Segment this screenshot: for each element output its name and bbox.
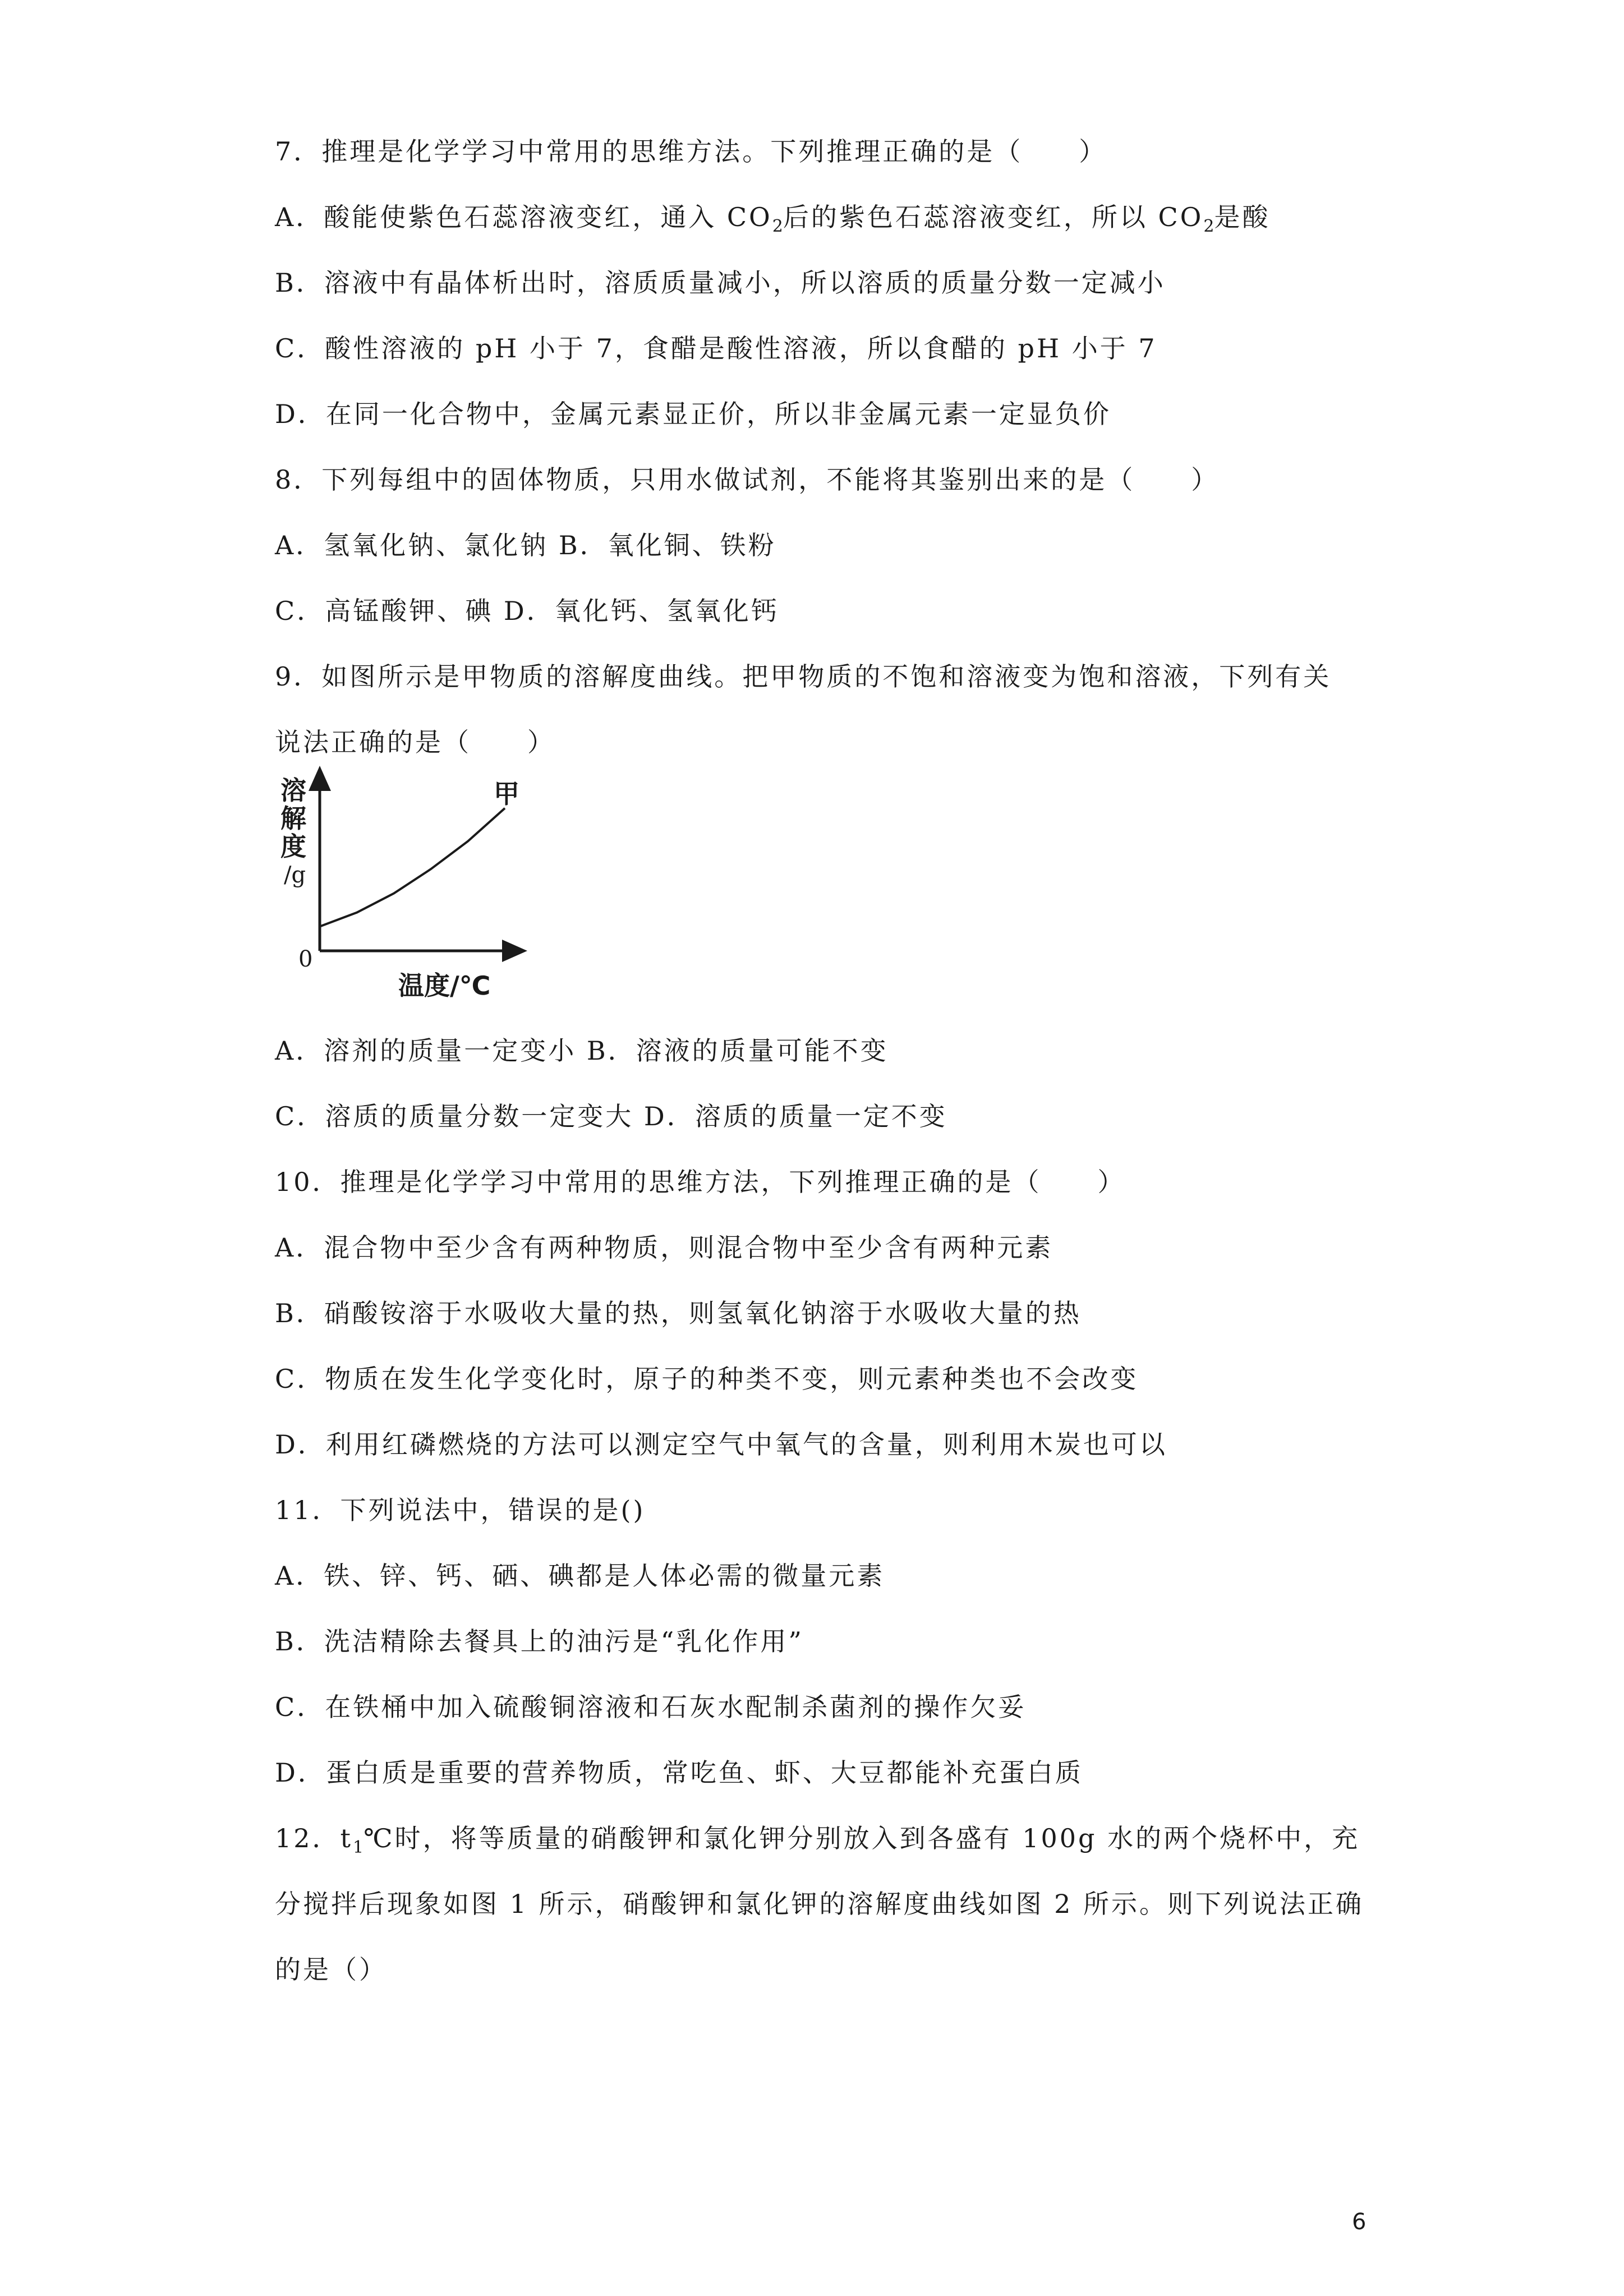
q12-number: 12．	[275, 1823, 341, 1853]
y-label-unit: /g	[284, 862, 306, 888]
q11-option-d: D．蛋白质是重要的营养物质，常吃鱼、虾、大豆都能补充蛋白质	[275, 1757, 1083, 1788]
q10-option-d: D．利用红磷燃烧的方法可以测定空气中氧气的含量，则利用木炭也可以	[275, 1429, 1167, 1460]
q7-number: 7．	[275, 136, 322, 167]
q7-option-a-sub1: 2	[772, 217, 783, 236]
q11-stem-text: 下列说法中，错误的是()	[340, 1495, 646, 1525]
q7-option-a-part2: 后的紫色石蕊溶液变红，所以 CO	[783, 202, 1204, 232]
q11-option-c: C．在铁桶中加入硫酸铜溶液和石灰水配制杀菌剂的操作欠妥	[275, 1692, 1027, 1722]
q9-stem-text: 如图所示是甲物质的溶解度曲线。把甲物质的不饱和溶液变为饱和溶液，下列有关	[321, 661, 1332, 692]
x-axis-label: 温度/℃	[398, 970, 491, 1001]
q8-stem-text: 下列每组中的固体物质，只用水做试剂，不能将其鉴别出来的是（ ）	[321, 464, 1220, 495]
q10-stem-text: 推理是化学学习中常用的思维方法，下列推理正确的是（ ）	[340, 1167, 1126, 1197]
q10-number: 10．	[275, 1167, 341, 1197]
q8-number: 8．	[275, 464, 322, 495]
y-label-char-2: 解	[280, 803, 306, 834]
q9-options-cd: C．溶质的质量分数一定变大 D．溶质的质量一定不变	[275, 1101, 947, 1131]
page-number: 6	[1352, 2209, 1367, 2235]
q9-stem-line2: 说法正确的是（ ）	[275, 727, 555, 757]
q9-number: 9．	[275, 661, 322, 692]
q11-stem	[275, 1493, 645, 1527]
q11-number: 11．	[275, 1495, 341, 1525]
q12-t-sub: 1	[353, 1838, 364, 1857]
q10-option-b: B．硝酸铵溶于水吸收大量的热，则氢氧化钠溶于水吸收大量的热	[275, 1298, 1082, 1328]
q8-stem	[275, 463, 1219, 496]
q12-stem-line2: 分搅拌后现象如图 1 所示，硝酸钾和氯化钾的溶解度曲线如图 2 所示。则下列说法正确	[275, 1889, 1364, 1919]
q10-option-c: C．物质在发生化学变化时，原子的种类不变，则元素种类也不会改变	[275, 1364, 1139, 1394]
y-label-char-3: 度	[280, 831, 306, 862]
q8-options-ab: A．氢氧化钠、氯化钠 B．氧化铜、铁粉	[275, 530, 776, 560]
series-jia-label: 甲	[494, 778, 519, 809]
q12-line1-rest: ℃时，将等质量的硝酸钾和氯化钾分别放入到各盛有 100g 水的两个烧杯中，充	[364, 1823, 1360, 1853]
q7-option-a	[275, 200, 1270, 243]
q7-option-b: B．溶液中有晶体析出时，溶质质量减小，所以溶质的质量分数一定减小	[275, 268, 1166, 298]
q12-stem-line3: 的是（）	[275, 1954, 387, 1985]
q7-stem-text: 推理是化学学习中常用的思维方法。下列推理正确的是（ ）	[321, 136, 1107, 167]
q7-option-a-sub2: 2	[1203, 217, 1214, 236]
q10-stem	[275, 1165, 1126, 1199]
q7-option-a-part3: 是酸	[1214, 202, 1271, 232]
q11-option-b: B．洗洁精除去餐具上的油污是“乳化作用”	[275, 1626, 804, 1657]
q8-options-cd: C．高锰酸钾、碘 D．氧化钙、氢氧化钙	[275, 596, 779, 626]
q10-option-a: A．混合物中至少含有两种物质，则混合物中至少含有两种元素	[275, 1232, 1053, 1263]
q11-option-a: A．铁、锌、钙、硒、碘都是人体必需的微量元素	[275, 1561, 885, 1591]
q7-option-c: C．酸性溶液的 pH 小于 7，食醋是酸性溶液，所以食醋的 pH 小于 7	[275, 333, 1157, 364]
series-jia-line	[320, 808, 505, 927]
q9-stem-line1	[275, 660, 1331, 693]
q7-option-a-part1: A．酸能使紫色石蕊溶液变红，通入 CO	[275, 202, 772, 232]
y-label-char-1: 溶	[280, 775, 306, 806]
origin-label: 0	[298, 946, 313, 972]
q12-t: t	[340, 1823, 353, 1853]
q9-options-ab: A．溶剂的质量一定变小 B．溶液的质量可能不变	[275, 1036, 889, 1066]
q7-option-d: D．在同一化合物中，金属元素显正价，所以非金属元素一定显负价	[275, 399, 1111, 429]
q7-stem	[275, 135, 1107, 168]
q12-stem-line1	[275, 1821, 1360, 1865]
solubility-chart	[264, 766, 544, 1007]
